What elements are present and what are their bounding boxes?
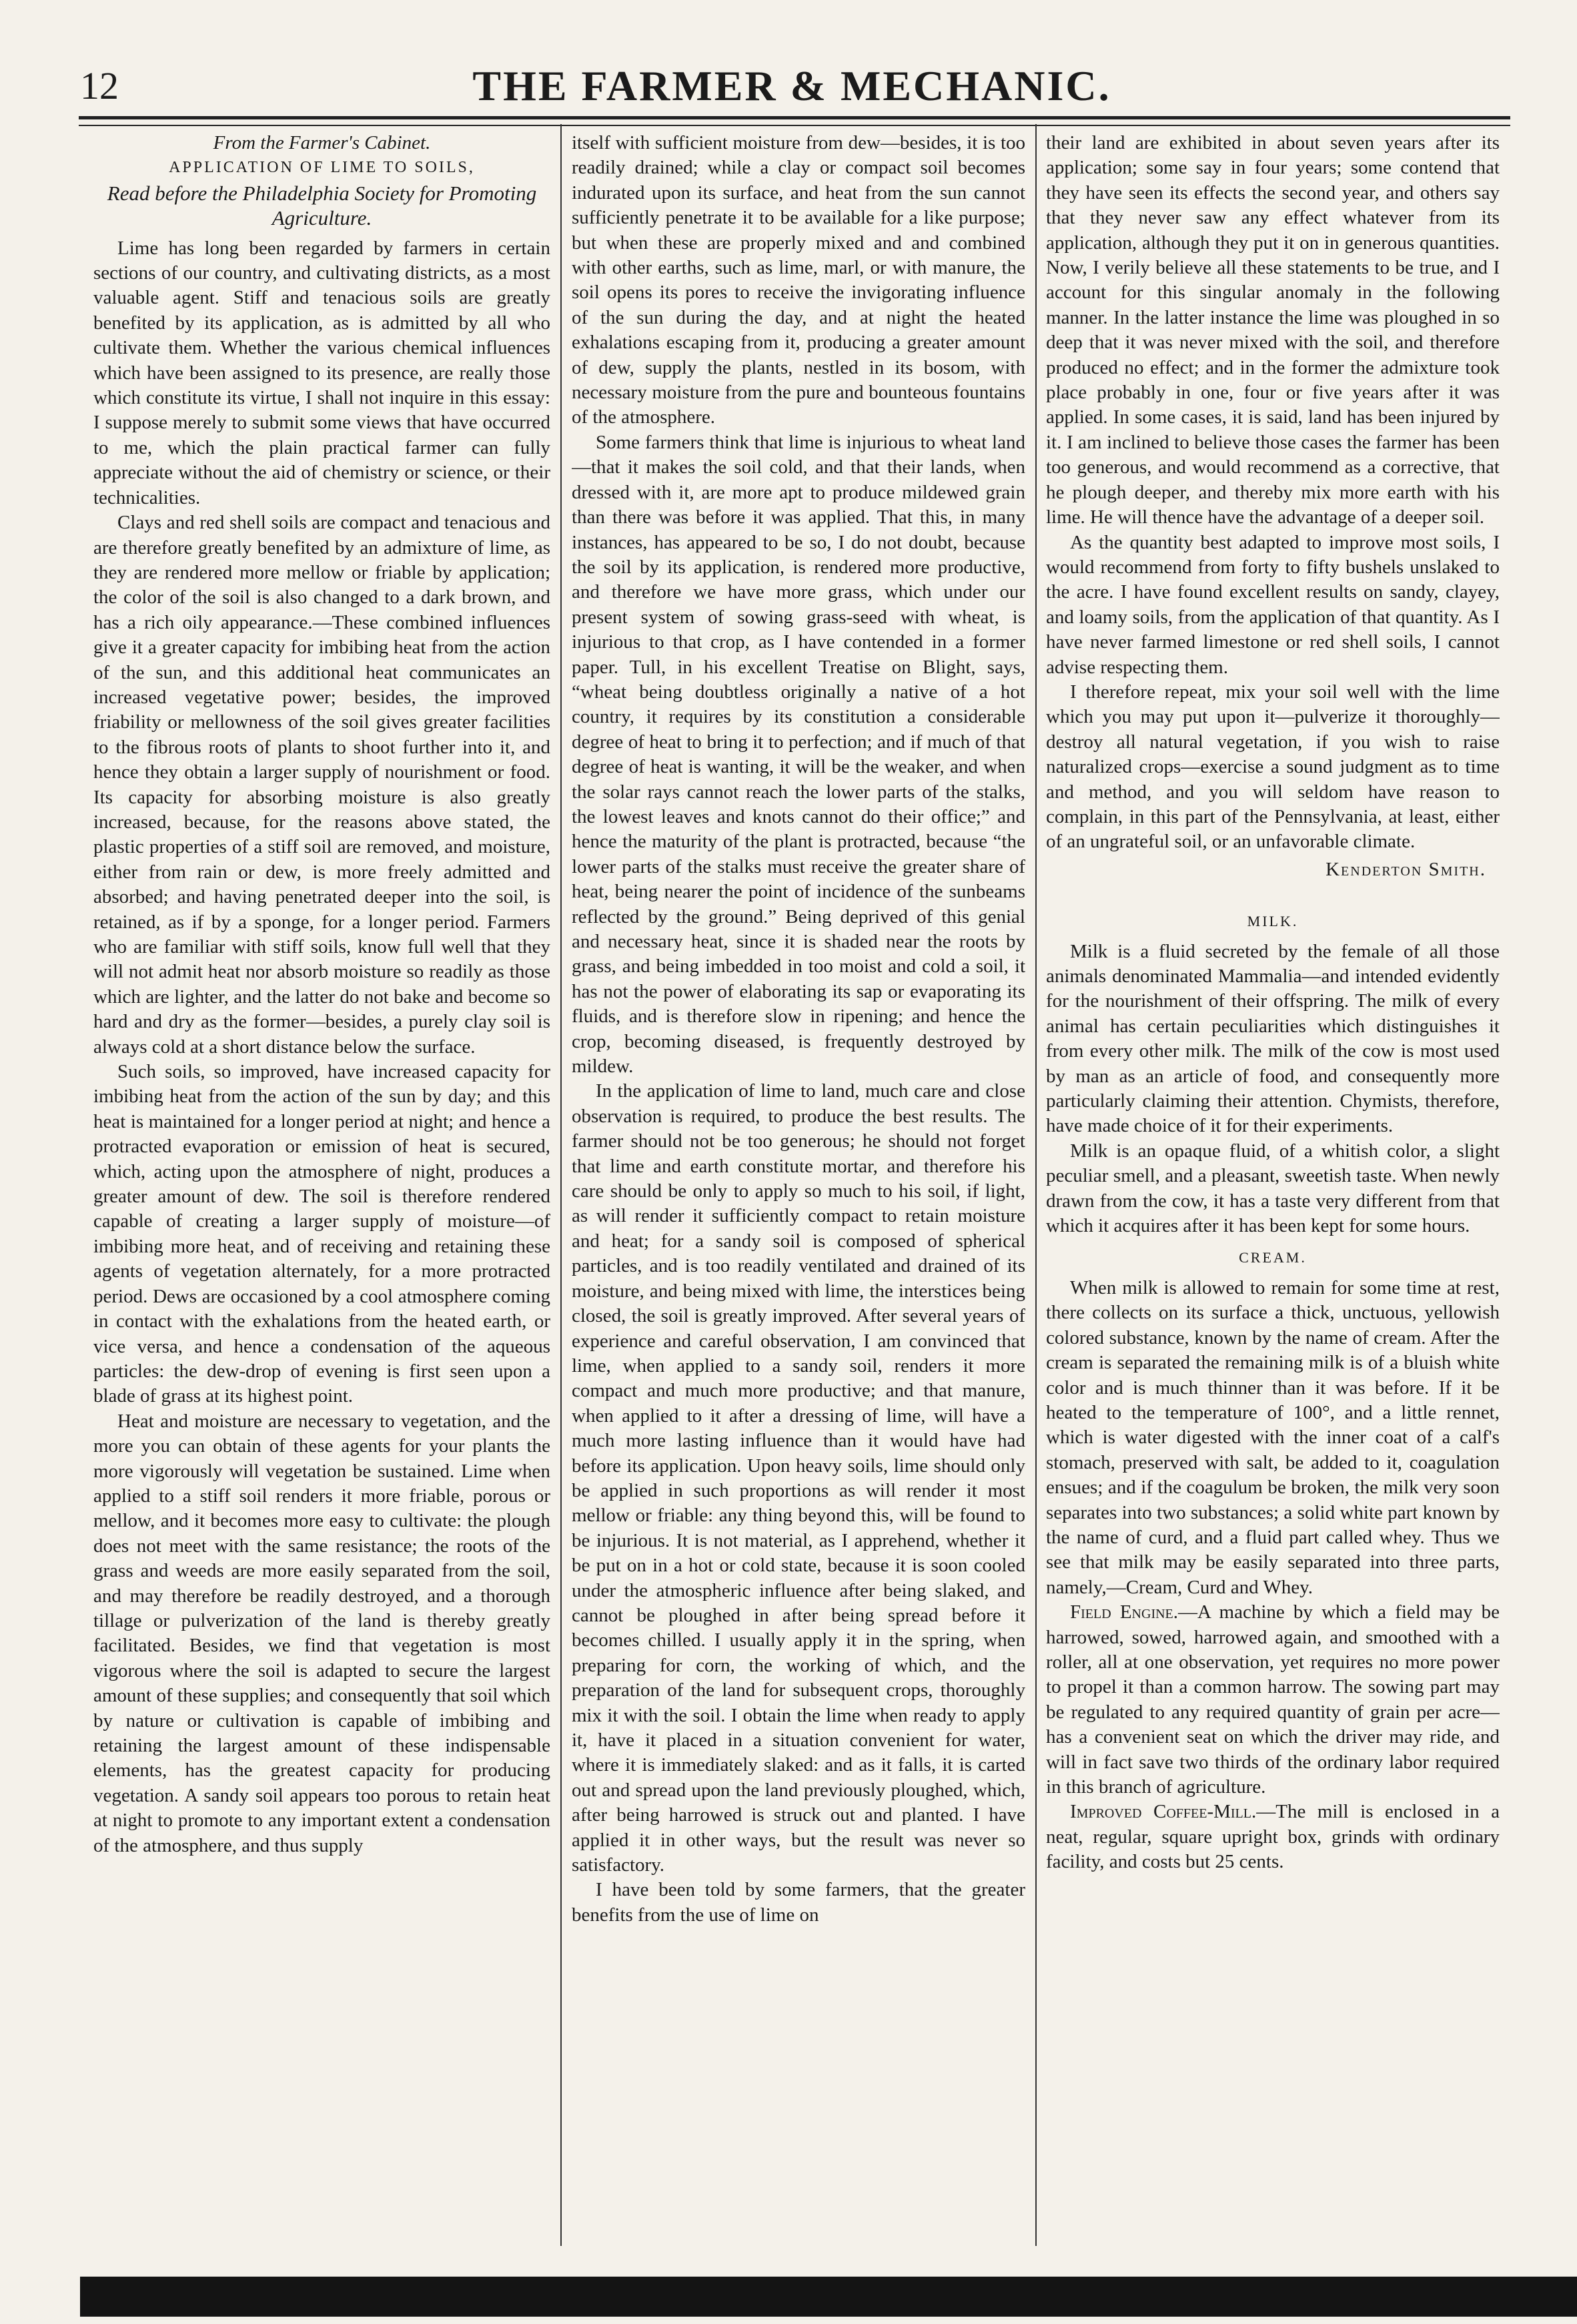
coffee-mill-text: —The mill is enclosed in a neat, regular, square upright box, grinds with ordinary facility, and costs but 25 cents. (1046, 1801, 1500, 1873)
column-3 (1046, 131, 1500, 2246)
author-signature: Kenderton Smith. (1326, 858, 1486, 880)
paragraph: In the application of lime to land, much care and close observation is required, to produce the best results. The farmer should not be too generous; he should not forget that lime and earth constitute mortar, and therefore his care should be only to apply so much to his soil, if light, as will render it sufficiently compact to retain moisture and heat; for a sandy soil is composed of spherical particles, and is too readily ventilated and drained of its moisture, and being mixed with lime, the interstices being closed, the soil is greatly improved. After several years of experience and careful observation, I am convinced that lime, when applied to a sandy soil, renders it more compact and much more productive; and that manure, when applied to it after a dressing of lime, will have a much more lasting influence than it would have had before its application. Upon heavy soils, lime should only be applied in such proportions as will render it most mellow or friable: any thing beyond this, will be found to be injurious. It is not material, as I apprehend, whether it be put on in a hot or cold state, because it is soon cooled under the atmospheric influence after being slaked, and cannot be ploughed in after being spread before it becomes chilled. I usually apply it in the spring, when preparing for corn, the working of which, and the preparation of the land for subsequent crops, thoroughly mix it with the soil. I obtain the lime when ready to apply it, have it placed in a situation convenient for water, where it is immediately slaked: and as it falls, it is carted out and spread upon the land previously ploughed, which, after being harrowed is struck out and planted. I have applied it in other ways, but the result was never so satisfactory. (572, 1080, 1025, 1876)
article-source: From the Farmer's Cabinet. (213, 132, 431, 153)
header-rule (79, 116, 1510, 126)
masthead (80, 56, 1504, 116)
paragraph: Some farmers think that lime is injurious to wheat land—that it makes the soil cold, and that their lands, when dressed with it, are more apt to produce mildewed grain than there was before it was applied. That this, in many instances, has appeared to be so, I do not doubt, because the soil by its application, is rendered more productive, and therefore we have more grass, which under our present system of sowing grass-seed with wheat, is injurious to that crop, as I have contended in a former paper. Tull, in his excellent Treatise on Blight, says, “wheat being doubtless originally a native of a hot country, it requires by its constitution a considerable degree of heat to bring it to perfection; and if much of that degree of heat is wanting, it will be the weaker, and when the solar rays cannot reach the lower parts of the stalks, the lowest leaves and knots cannot do their office;” and hence the maturity of the plant is protracted, because “the lower parts of the stalks must receive the greater share of heat, being nearer the point of incidence of the sunbeams reflected by the ground.” Being deprived of this genial and necessary heat, since it is shaded near the roots by grass, and being imbedded in too moist and cold a soil, it has not the power of elaborating its sap or evaporating its fluids, and is therefore slow in ripening; and hence the crop, becoming diseased, is frequently destroyed by mildew. (572, 431, 1025, 1078)
paragraph: Lime has long been regarded by farmers in certain sections of our country, and cultivating districts, as a most valuable agent. Stiff and tenacious soils are greatly benefited by its application, as is admitted by all who cultivate them. Whether the various chemical influences which have been assigned to its presence, are really those which constitute its virtue, I shall not inquire in this essay: I suppose merely to submit some views that have occurred to me, which the plain practical farmer can fully appreciate without the aid of chemistry or science, or their technicalities. (93, 237, 550, 508)
field-engine-paragraph (1046, 1600, 1500, 1800)
paragraph: As the quantity best adapted to improve most soils, I would recommend from forty to fifty bushels unslaked to the acre. I have found excellent results on sandy, clayey, and loamy soils, from the application of that quantity. As I have never farmed limestone or red shell soils, I cannot advise respecting them. (1046, 531, 1500, 678)
coffee-mill-paragraph (1046, 1800, 1500, 1874)
page-number: 12 (80, 64, 119, 107)
column-1 (93, 131, 550, 2246)
article-heading: APPLICATION OF LIME TO SOILS, (169, 159, 475, 177)
column-2 (572, 131, 1025, 2246)
column-divider (1035, 124, 1037, 2246)
field-engine-text: —A machine by which a field may be harrowed, sowed, harrowed again, and smoothed with a roller, all at one observation, yet requires no more power to propel it than a common harrow. The sowing part may be regulated to any required quantity of grain per acre—has a convenient seat on which the driver may ride, and will in fact save two thirds of the ordinary labor required in this branch of agriculture. (1046, 1601, 1500, 1798)
paragraph: Heat and moisture are necessary to vegetation, and the more you can obtain of these agents for your plants the more vigorously will vegetation be sustained. Lime when applied to a stiff soil renders it more friable, porous or mellow, and it becomes more easy to cultivate: the plough does not meet with the same resistance; the roots of the grass and weeds are more easily separated from the soil, and may therefore be readily destroyed, and a thorough tillage or pulverization of the land is thereby greatly facilitated. Besides, we find that vegetation is most vigorous where the soil is adapted to secure the largest amount of these supplies; and consequently that soil which by nature or cultivation is capable of imbibing and retaining the largest amount of these indispensable elements, has the greatest capacity for producing vegetation. A sandy soil appears too porous to retain heat at night to promote to any important extent a condensation of the atmosphere, and thus supply (93, 1410, 550, 1856)
paragraph: When milk is allowed to remain for some time at rest, there collects on its surface a thick, unctuous, yellowish colored substance, known by the name of cream. After the cream is separated the remaining milk is of a bluish white color and is much thinner than it was before. If it be heated to the temperature of 100°, and a little rennet, which is water digested with the inner coat of a calf's stomach, preserved with salt, be added to it, coagulation ensues; and if the coagulum be broken, the milk very soon separates into two substances; a solid white part known by the name of curd, and a fluid part called whey. Thus we see that milk may be easily separated into three parts, namely,—Cream, Curd and Whey. (1046, 1276, 1500, 1598)
article-subheading: Read before the Philadelphia Society for Promoting Agriculture. (107, 181, 537, 230)
column-divider (560, 124, 562, 2246)
paragraph: I have been told by some farmers, that the greater benefits from the use of lime on (572, 1879, 1025, 1926)
bottom-scan-bar (80, 2277, 1577, 2317)
paragraph: Clays and red shell soils are compact and tenacious and are therefore greatly benefited by an admixture of lime, as they are rendered more mellow or friable by application; the color of the soil is also changed to a dark brown, and has a rich oily appearance.—These combined influences give it a greater capacity for imbibing heat from the action of the sun, and this additional heat communicates an increased vegetative power; besides, the improved friability or mellowness of the soil gives greater facilities to the fibrous roots of plants to shoot further into it, and hence they obtain a larger supply of nourishment or food. Its capacity for absorbing moisture is also greatly increased, because, for the reasons above stated, the plastic properties of a stiff soil are removed, and moisture, either from rain or dew, is more freely admitted and absorbed; and having penetrated deeper into the soil, is retained, as if by a sponge, for a longer period. Farmers who are familiar with stiff soils, know full well that they will not admit heat nor absorb moisture so readily as those which are lighter, and the latter do not bake and become so hard and dry as the former—besides, a purely clay soil is always cold at a short distance below the surface. (93, 512, 550, 1058)
paragraph: Milk is a fluid secreted by the female of all those animals denominated Mammalia—and intended evidently for the nourishment of their offspring. The milk of every animal has certain peculiarities which distinguishes it from every other milk. The milk of the cow is most used by man as an article of food, and consequently more particularly claiming their attention. Chymists, therefore, have made choice of it for their experiments. (1046, 940, 1500, 1137)
paragraph: itself with sufficient moisture from dew—besides, it is too readily drained; while a clay or compact soil becomes indurated upon its surface, and heat from the sun cannot sufficiently penetrate it to be available for a like purpose; but when these are properly mixed and and combined with other earths, such as lime, marl, or with manure, the soil opens its pores to receive the invigorating influence of the sun during the day, and at night the heated exhalations escaping from it, producing a greater amount of dew, supply the plants, nestled in its bosom, with necessary moisture from the pure and bounteous fountains of the atmosphere. (572, 132, 1025, 428)
milk-heading: MILK. (1247, 913, 1299, 930)
cream-heading: CREAM. (1239, 1249, 1307, 1266)
field-engine-lead: Field Engine. (1070, 1601, 1179, 1623)
paragraph: Such soils, so improved, have increased capacity for imbibing heat from the action of the sun by day; and this heat is maintained for a longer period at night; and hence a protracted evaporation or emission of heat is secured, which, acting upon the atmosphere of night, produces a greater amount of dew. The soil is therefore rendered capable of creating a larger supply of moisture—of imbibing more heat, and of receiving and retaining these agents of vegetation alternately, for a more protracted period. Dews are occasioned by a cool atmosphere coming in contact with the exhalations from the heated earth, or vice versa, and hence a condensation of the aqueous particles: the dew-drop of evening is first seen upon a blade of grass at its highest point. (93, 1061, 550, 1407)
paragraph: I therefore repeat, mix your soil well with the lime which you may put upon it—pulverize it thoroughly—destroy all natural vegetation, if you wish to raise naturalized crops—exercise a sound judgment as to time and method, and you will seldom have reason to complain, in this part of the Pennsylvania, at least, either of an ungrateful soil, or an unfavorable climate. (1046, 681, 1500, 853)
journal-title: THE FARMER & MECHANIC. (472, 62, 1111, 109)
coffee-mill-lead: Improved Coffee-Mill. (1070, 1801, 1257, 1823)
paragraph: Milk is an opaque fluid, of a whitish color, a slight peculiar smell, and a pleasant, sweetish taste. When newly drawn from the cow, it has a taste very different from that which it acquires after it has been kept for some hours. (1046, 1140, 1500, 1237)
paragraph: their land are exhibited in about seven years after its application; some say in four years; some contend that they have seen its effects the second year, and others say that they never saw any effect whatever from its application, although they put it on in generous quantities. Now, I verily believe all these statements to be true, and I account for this singular anomaly in the following manner. In the latter instance the lime was ploughed in so deep that it was never mixed with the soil, and therefore produced no effect; and in the former the admixture took place probably in one, four or five years after it was applied. In some cases, it is said, land has been injured by it. I am inclined to believe those cases the farmer has been too generous, and would recommend as a corrective, that he plough deeper, and thereby mix more earth with his lime. He will thence have the advantage of a deeper soil. (1046, 132, 1500, 528)
